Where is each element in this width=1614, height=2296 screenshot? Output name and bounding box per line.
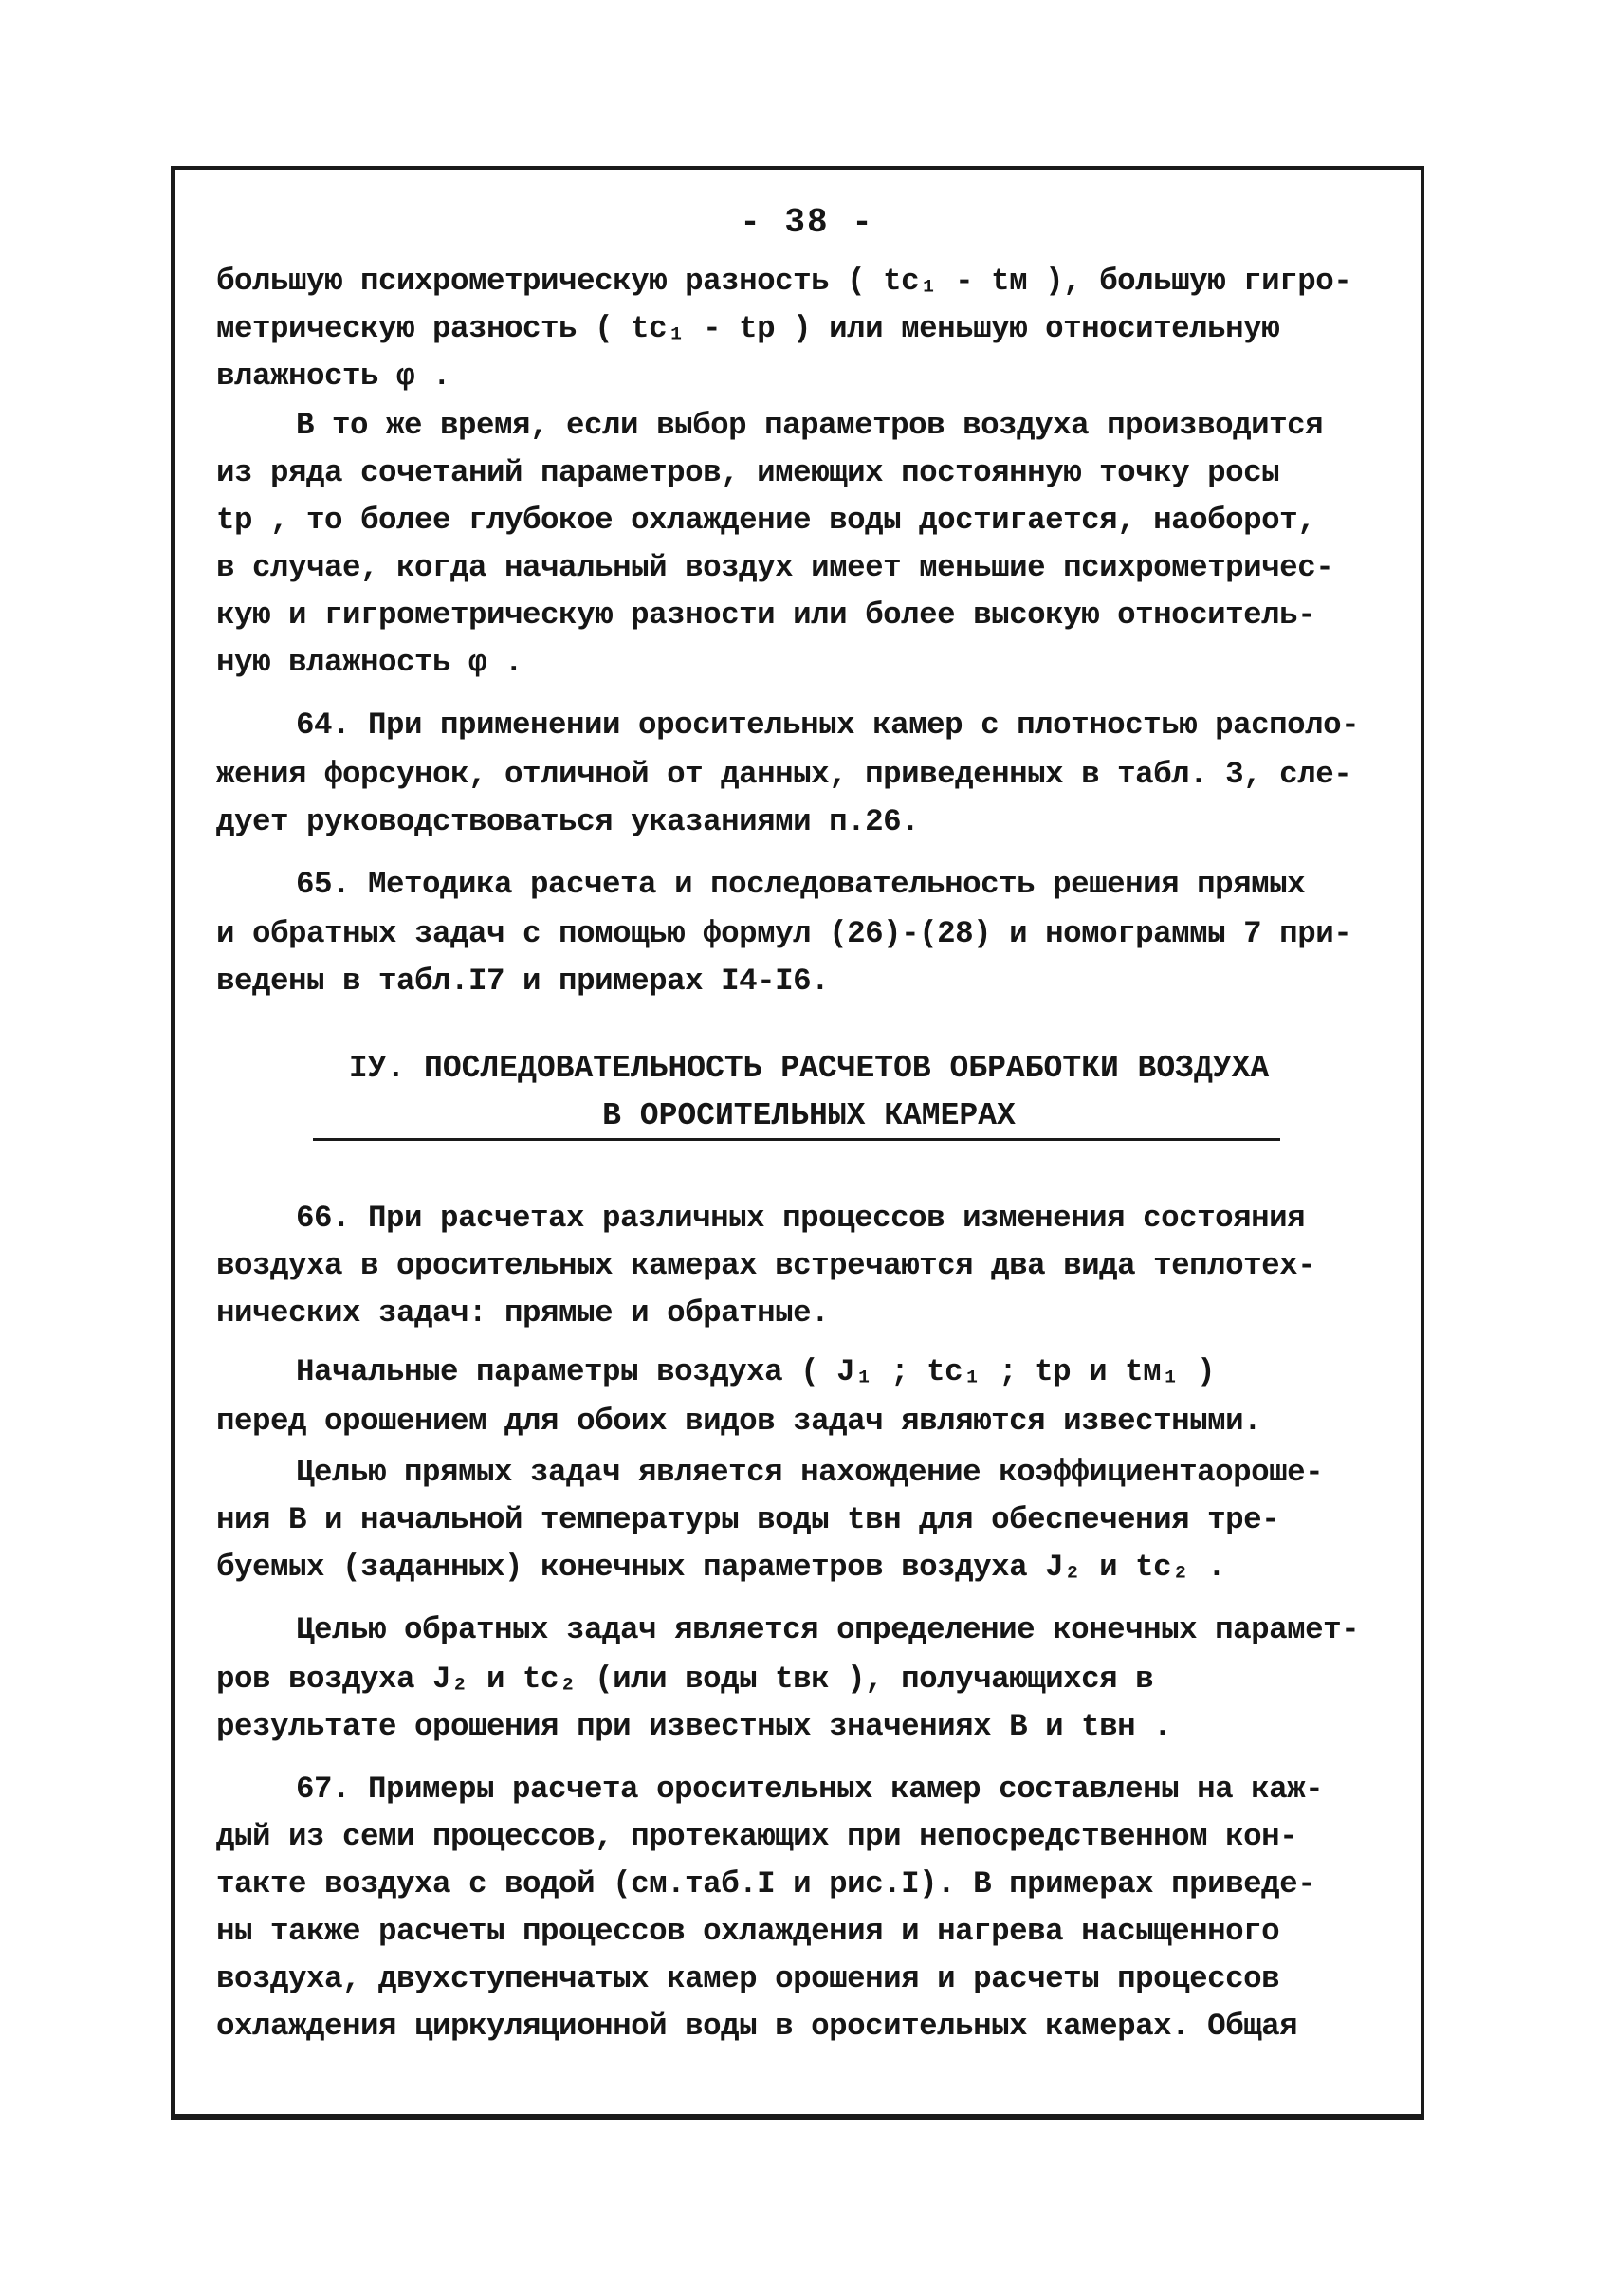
text-line: ведены в табл.I7 и примерах I4-I6.	[216, 964, 830, 999]
text-line: дует руководствоваться указаниями п.26.	[216, 804, 920, 839]
text-line: Начальные параметры воздуха ( J₁ ; tс₁ ; tр и tм₁ )	[296, 1354, 1216, 1389]
text-line: охлаждения циркуляционной воды в оросительных камерах. Общая	[216, 2009, 1298, 2044]
text-line: в случае, когда начальный воздух имеет меньшие психрометричес-	[216, 550, 1334, 585]
text-line: воздуха в оросительных камерах встречаются два вида теплотех-	[216, 1248, 1316, 1283]
text-line: 66. При расчетах различных процессов изменения состояния	[296, 1201, 1306, 1236]
text-line: перед орошением для обоих видов задач являются известными.	[216, 1404, 1262, 1439]
text-line: жения форсунок, отличной от данных, приведенных в табл. 3, сле-	[216, 757, 1352, 792]
text-line: tр , то более глубокое охлаждение воды достигается, наоборот,	[216, 503, 1316, 538]
text-line: такте воздуха с водой (см.таб.I и рис.I). В примерах приведе-	[216, 1866, 1316, 1901]
heading-underline	[313, 1138, 1280, 1141]
text-line: 65. Методика расчета и последовательность решения прямых	[296, 867, 1306, 902]
page-number: - 38 -	[740, 203, 874, 242]
text-line: и обратных задач с помощью формул (26)-(28) и номограммы 7 при-	[216, 916, 1352, 951]
section-subtitle: В ОРОСИТЕЛЬНЫХ КАМЕРАХ	[602, 1098, 1016, 1133]
text-line: ны также расчеты процессов охлаждения и нагрева насыщенного	[216, 1914, 1280, 1949]
text-line: ров воздуха J₂ и tс₂ (или воды tвк ), получающихся в	[216, 1662, 1154, 1697]
text-line: влажность φ .	[216, 358, 451, 394]
text-line: результате орошения при известных значениях В и tвн .	[216, 1709, 1172, 1744]
text-line: из ряда сочетаний параметров, имеющих постоянную точку росы	[216, 455, 1280, 490]
text-line: нических задач: прямые и обратные.	[216, 1295, 830, 1331]
text-line: буемых (заданных) конечных параметров воздуха J₂ и tс₂ .	[216, 1550, 1226, 1585]
text-line: метрическую разность ( tс₁ - tр ) или меньшую относительную	[216, 311, 1280, 346]
text-line: ния В и начальной температуры воды tвн для обеспечения тре-	[216, 1502, 1280, 1537]
text-line: 67. Примеры расчета оросительных камер составлены на каж-	[296, 1772, 1324, 1807]
text-line: воздуха, двухступенчатых камер орошения и расчеты процессов	[216, 1961, 1280, 1996]
section-title: IУ. ПОСЛЕДОВАТЕЛЬНОСТЬ РАСЧЕТОВ ОБРАБОТКИ ВОЗДУХА	[348, 1051, 1270, 1086]
text-line: В то же время, если выбор параметров воздуха производится	[296, 408, 1324, 443]
text-line: Целью прямых задач является нахождение коэффициентаороше-	[296, 1455, 1324, 1490]
text-line: ную влажность φ .	[216, 645, 523, 680]
text-line: большую психрометрическую разность ( tс₁ - tм ), большую гигро-	[216, 264, 1352, 299]
text-line: Целью обратных задач является определение конечных парамет-	[296, 1612, 1360, 1647]
text-line: кую и гигрометрическую разности или более высокую относитель-	[216, 597, 1316, 633]
text-line: дый из семи процессов, протекающих при непосредственном кон-	[216, 1819, 1298, 1854]
text-line: 64. При применении оросительных камер с плотностью располо-	[296, 707, 1360, 743]
